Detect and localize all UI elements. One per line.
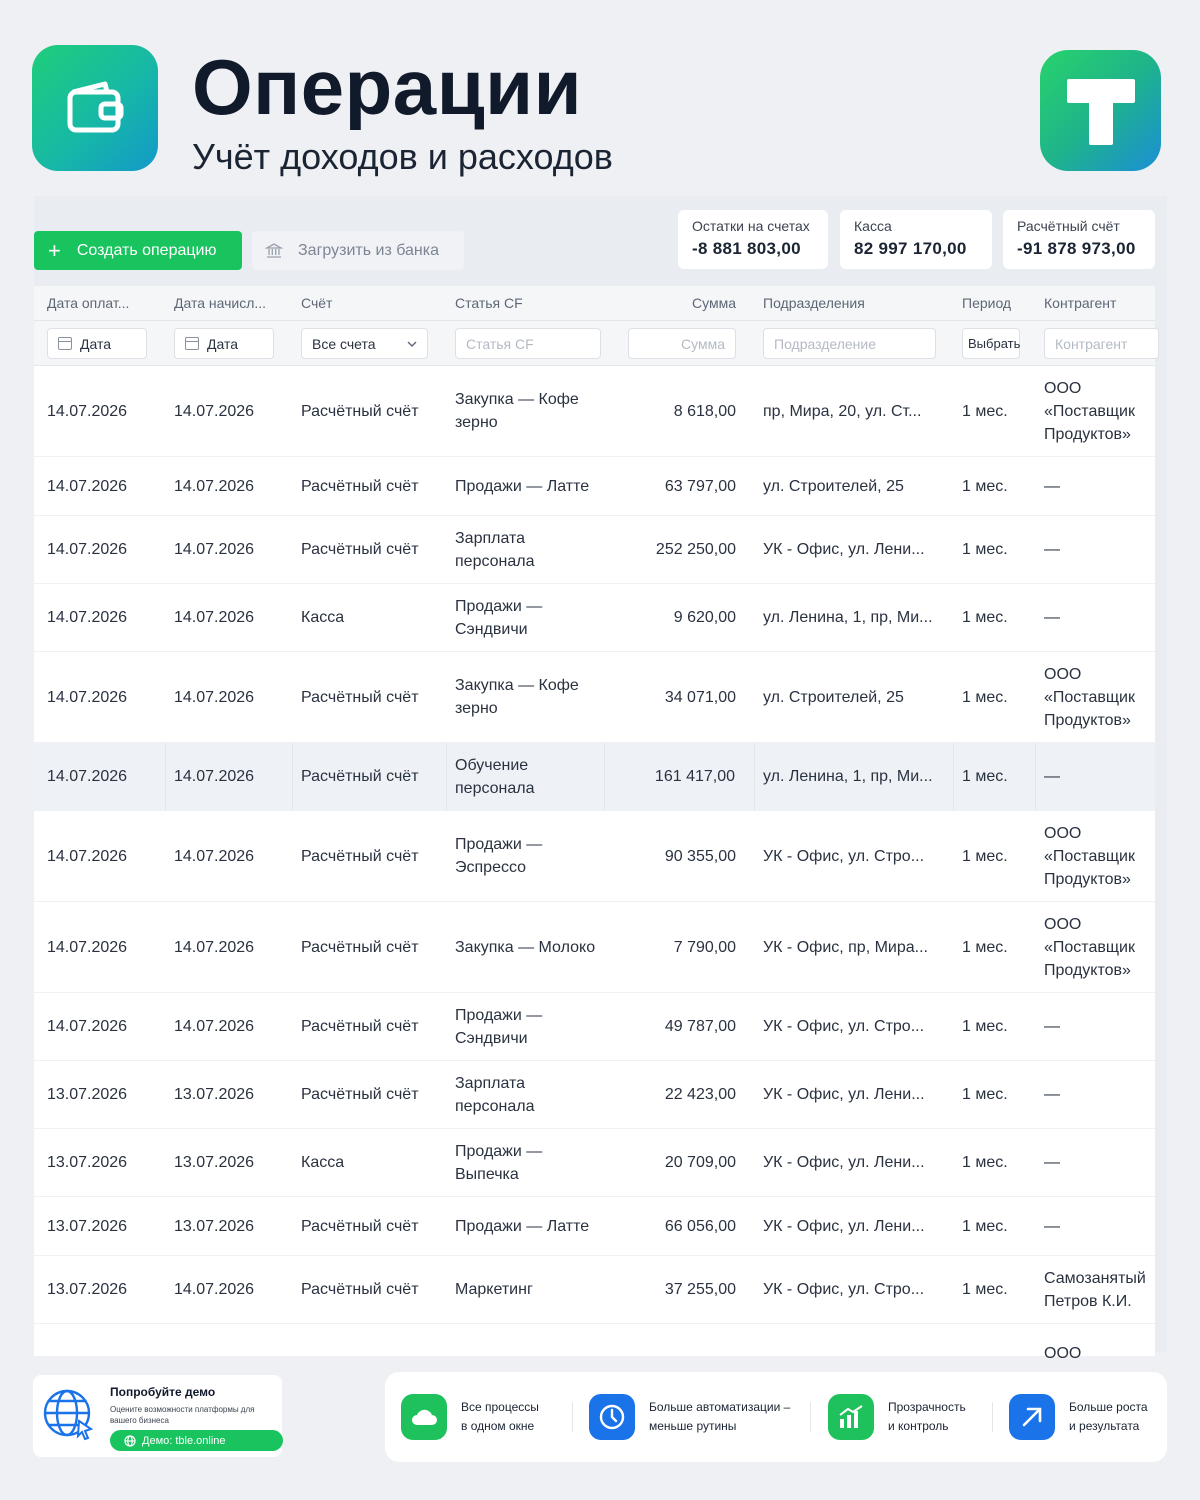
cell-counterparty: — bbox=[1044, 1217, 1060, 1235]
cell-division: пр, Мира, 20, ул. Ст... bbox=[763, 402, 922, 420]
feature-divider bbox=[992, 1402, 993, 1432]
feature-line: и контроль bbox=[888, 1418, 949, 1433]
cell-article: Продажи — Латте bbox=[455, 1217, 590, 1235]
cell-amount: 7 790,00 bbox=[673, 938, 736, 956]
cell-amount: 34 071,00 bbox=[664, 688, 736, 706]
cell-division: УК - Офис, ул. Стро... bbox=[763, 847, 925, 865]
cell-period: 1 мес. bbox=[962, 609, 1008, 626]
cell-article: Маркетинг bbox=[455, 1281, 533, 1298]
feature-line: Все процессы bbox=[461, 1399, 539, 1414]
cell-period: 1 мес. bbox=[962, 1217, 1008, 1235]
cell-article: Зарплата персонала bbox=[455, 1074, 535, 1115]
cell-accrual-date: 14.07.2026 bbox=[174, 938, 255, 956]
brand-logo bbox=[1040, 50, 1161, 171]
cell-article: Закупка — Кофе зерно bbox=[455, 677, 579, 717]
cell-amount: 8 618,00 bbox=[673, 402, 736, 420]
cell-period: 1 мес. bbox=[962, 477, 1008, 495]
cell-pay-date: 14.07.2026 bbox=[47, 477, 128, 495]
growth-chart-icon bbox=[828, 1394, 874, 1440]
cell-counterparty: — bbox=[1044, 477, 1060, 495]
cell-article: Закупка — Молоко bbox=[455, 938, 596, 956]
table-row[interactable] bbox=[34, 366, 1155, 457]
brand-t-icon bbox=[1061, 71, 1141, 151]
cell-account: Расчётный счёт bbox=[301, 402, 419, 420]
cell-period: 1 мес. bbox=[962, 1281, 1008, 1298]
cell-division: УК - Офис, ул. Лени... bbox=[763, 541, 925, 558]
cell-account: Расчётный счёт bbox=[301, 847, 419, 865]
cell-period: 1 мес. bbox=[962, 541, 1008, 558]
demo-title: Попробуйте демо bbox=[110, 1385, 216, 1399]
cell-counterparty: ООО «Поставщик Продуктов» bbox=[1044, 824, 1135, 888]
cell-amount: 22 423,00 bbox=[664, 1086, 736, 1103]
features-bar bbox=[385, 1372, 1167, 1462]
feature-line: в одном окне bbox=[461, 1418, 535, 1433]
feature-transparency bbox=[828, 1393, 966, 1440]
filter-row bbox=[34, 321, 1155, 366]
cell-division: ул. Ленина, 1, пр, Ми... bbox=[763, 609, 933, 626]
cell-account: Расчётный счёт bbox=[301, 1018, 419, 1035]
amount-filter[interactable]: Сумма bbox=[628, 328, 736, 359]
cell-account: Касса bbox=[301, 609, 345, 626]
table-row[interactable] bbox=[34, 993, 1155, 1061]
cell-period: 1 мес. bbox=[948, 743, 1036, 810]
table-row[interactable] bbox=[34, 652, 1155, 743]
cell-amount: 66 056,00 bbox=[664, 1217, 736, 1235]
column-header-pay-date[interactable]: Дата оплат... bbox=[47, 295, 130, 311]
cell-pay-date: 13.07.2026 bbox=[47, 1217, 128, 1235]
column-header-period[interactable]: Период bbox=[962, 295, 1012, 311]
cell-article: Обучение персонала bbox=[441, 743, 605, 810]
feature-line: Прозрачность bbox=[888, 1399, 966, 1414]
chevron-down-icon bbox=[407, 341, 417, 347]
cell-article: Продажи — Выпечка bbox=[455, 1142, 543, 1183]
cell-pay-date: 13.07.2026 bbox=[47, 1154, 128, 1171]
table-header bbox=[34, 286, 1155, 321]
cell-account: Расчётный счёт bbox=[301, 1217, 419, 1235]
import-from-bank-label: Загрузить из банка bbox=[298, 241, 439, 259]
pay-date-filter-label: Дата bbox=[80, 335, 112, 352]
feature-divider bbox=[810, 1402, 811, 1432]
cell-counterparty: ООО «Поставщик Продуктов» bbox=[1044, 665, 1135, 729]
globe-icon bbox=[41, 1387, 97, 1443]
cell-accrual-date: 14.07.2026 bbox=[174, 477, 255, 495]
cell-counterparty: — bbox=[1044, 1018, 1060, 1035]
cell-account: Расчётный счёт bbox=[301, 1281, 419, 1298]
cell-amount: 49 787,00 bbox=[664, 1018, 736, 1035]
cell-accrual-date: 13.07.2026 bbox=[174, 1154, 255, 1171]
calendar-icon bbox=[58, 337, 72, 350]
feature-line: меньше рутины bbox=[649, 1418, 737, 1433]
article-filter[interactable]: Статья CF bbox=[455, 328, 601, 359]
balance-card-cash bbox=[840, 210, 992, 269]
cell-division: УК - Офис, ул. Стро... bbox=[763, 1018, 925, 1035]
cell-article: Продажи — Латте bbox=[455, 477, 590, 495]
cell-period: 1 мес. bbox=[962, 1154, 1008, 1171]
cell-division: ул. Ленина, 1, пр, Ми... bbox=[749, 743, 954, 810]
cell-counterparty: ООО bbox=[1044, 1345, 1082, 1362]
cell-pay-date: 14.07.2026 bbox=[47, 938, 128, 956]
cell-pay-date: 14.07.2026 bbox=[47, 1018, 128, 1035]
accrual-date-filter[interactable] bbox=[174, 328, 274, 359]
cell-amount: 90 355,00 bbox=[664, 847, 736, 865]
cell-division: УК - Офис, пр, Мира... bbox=[763, 938, 928, 956]
division-filter[interactable]: Подразделение bbox=[763, 328, 936, 359]
cell-accrual-date: 13.07.2026 bbox=[174, 1086, 255, 1103]
period-filter[interactable]: Выбрать bbox=[962, 328, 1020, 359]
feature-line: и результата bbox=[1069, 1418, 1140, 1433]
column-header-accrual-date[interactable]: Дата начисл... bbox=[174, 295, 267, 311]
column-header-amount[interactable]: Сумма bbox=[692, 295, 736, 311]
table-row[interactable] bbox=[34, 1129, 1155, 1197]
cell-amount: 37 255,00 bbox=[664, 1281, 736, 1298]
table-row[interactable] bbox=[34, 743, 1155, 811]
feature-line: Больше автоматизации – bbox=[649, 1399, 791, 1414]
account-select[interactable] bbox=[301, 328, 428, 359]
cell-accrual-date: 14.07.2026 bbox=[174, 688, 255, 706]
cell-counterparty: ООО «Поставщик Продуктов» bbox=[1044, 379, 1135, 443]
create-operation-label: Создать операцию bbox=[76, 241, 217, 259]
cell-pay-date: 14.07.2026 bbox=[47, 541, 128, 558]
cell-accrual-date: 14.07.2026 bbox=[174, 402, 255, 420]
cell-counterparty: — bbox=[1044, 1154, 1060, 1171]
table-row[interactable] bbox=[34, 584, 1155, 652]
clock-icon bbox=[589, 1394, 635, 1440]
bank-icon bbox=[266, 243, 282, 259]
cell-amount: 9 620,00 bbox=[673, 609, 736, 626]
plus-icon: + bbox=[48, 237, 61, 263]
globe-small-icon bbox=[124, 1435, 136, 1447]
cell-pay-date: 14.07.2026 bbox=[34, 743, 166, 810]
cell-article: Продажи — Сэндвичи bbox=[455, 597, 543, 638]
cell-pay-date: 14.07.2026 bbox=[47, 402, 128, 420]
column-header-division[interactable]: Подразделения bbox=[763, 295, 865, 311]
cell-counterparty: — bbox=[1044, 609, 1060, 626]
cell-accrual-date: 14.07.2026 bbox=[174, 541, 255, 558]
cell-pay-date: 14.07.2026 bbox=[47, 609, 128, 626]
cell-account: Расчётный счёт bbox=[301, 477, 419, 495]
cell-counterparty: — bbox=[1044, 541, 1060, 558]
table-row[interactable] bbox=[34, 902, 1155, 993]
cell-amount: 161 417,00 bbox=[599, 743, 755, 810]
cloud-icon bbox=[401, 1394, 447, 1440]
cell-article: Зарплата персонала bbox=[455, 529, 535, 570]
column-header-article[interactable]: Статья CF bbox=[455, 295, 523, 311]
cell-counterparty: Самозанятый Петров К.И. bbox=[1044, 1269, 1146, 1310]
cell-account: Расчётный счёт bbox=[301, 938, 419, 956]
balance-label: Расчётный счёт bbox=[1017, 218, 1120, 234]
app-icon bbox=[32, 45, 158, 171]
cell-pay-date: 13.07.2026 bbox=[47, 1281, 128, 1298]
table-row[interactable] bbox=[34, 1256, 1155, 1324]
page-subtitle: Учёт доходов и расходов bbox=[192, 136, 613, 177]
demo-card bbox=[33, 1375, 282, 1457]
cell-pay-date: 14.07.2026 bbox=[47, 847, 128, 865]
import-from-bank-button[interactable] bbox=[252, 231, 464, 270]
cell-pay-date: 13.07.2026 bbox=[47, 1086, 128, 1103]
feature-divider bbox=[572, 1402, 573, 1432]
cell-account: Расчётный счёт bbox=[301, 1086, 419, 1103]
cell-division: УК - Офис, ул. Лени... bbox=[763, 1086, 925, 1103]
balance-card-total bbox=[678, 210, 828, 269]
feature-line: Больше роста bbox=[1069, 1399, 1148, 1414]
cell-account: Расчётный счёт bbox=[287, 743, 447, 810]
cell-division: ул. Строителей, 25 bbox=[763, 688, 904, 706]
cell-accrual-date: 13.07.2026 bbox=[174, 1217, 255, 1235]
cell-period: 1 мес. bbox=[962, 847, 1008, 865]
column-header-account[interactable]: Счёт bbox=[301, 295, 333, 311]
cell-article: Продажи — Эспрессо bbox=[455, 836, 543, 876]
accrual-date-filter-label: Дата bbox=[207, 335, 239, 352]
feature-automation bbox=[589, 1393, 790, 1440]
cell-accrual-date: 14.07.2026 bbox=[174, 1281, 255, 1298]
arrow-up-right-icon bbox=[1009, 1394, 1055, 1440]
cell-article: Продажи — Сэндвичи bbox=[455, 1006, 543, 1047]
operations-panel bbox=[34, 196, 1167, 1362]
cell-division: УК - Офис, ул. Стро... bbox=[763, 1281, 925, 1298]
page-title: Операции bbox=[192, 43, 583, 131]
cell-period: 1 мес. bbox=[962, 1018, 1008, 1035]
balance-label: Касса bbox=[854, 218, 892, 234]
cell-amount: 63 797,00 bbox=[664, 477, 736, 495]
balance-value: -91 878 973,00 bbox=[1017, 239, 1136, 258]
demo-description: Оцените возможности платформы для вашего бизнеса bbox=[110, 1405, 255, 1425]
cell-counterparty: — bbox=[1044, 1086, 1060, 1103]
cell-counterparty: ООО «Поставщик Продуктов» bbox=[1044, 915, 1135, 979]
cell-division: ул. Строителей, 25 bbox=[763, 477, 904, 495]
cell-division: УК - Офис, ул. Лени... bbox=[763, 1154, 925, 1171]
pay-date-filter[interactable] bbox=[47, 328, 147, 359]
cell-account: Расчётный счёт bbox=[301, 541, 419, 558]
cell-pay-date: 14.07.2026 bbox=[47, 688, 128, 706]
cell-amount: 252 250,00 bbox=[655, 541, 736, 558]
table-row[interactable] bbox=[34, 1061, 1155, 1129]
cell-accrual-date: 14.07.2026 bbox=[160, 743, 293, 810]
cell-amount: 20 709,00 bbox=[664, 1154, 736, 1171]
calendar-icon bbox=[185, 337, 199, 350]
cell-article: Закупка — Кофе зерно bbox=[455, 391, 579, 431]
balance-value: -8 881 803,00 bbox=[692, 239, 801, 258]
cell-counterparty: — bbox=[1044, 768, 1060, 785]
cell-period: 1 мес. bbox=[962, 1086, 1008, 1103]
table-row[interactable] bbox=[34, 457, 1155, 516]
column-header-counterparty[interactable]: Контрагент bbox=[1044, 295, 1117, 311]
cell-period: 1 мес. bbox=[962, 938, 1008, 956]
cell-accrual-date: 14.07.2026 bbox=[174, 609, 255, 626]
cell-period: 1 мес. bbox=[962, 688, 1008, 706]
table-row[interactable] bbox=[34, 811, 1155, 902]
cell-division: УК - Офис, ул. Лени... bbox=[763, 1217, 925, 1235]
operations-table bbox=[34, 286, 1155, 1362]
table-row[interactable] bbox=[34, 1197, 1155, 1256]
feature-all-in-one bbox=[401, 1393, 539, 1440]
demo-link-label: Демо: tble.online bbox=[142, 1434, 226, 1447]
cell-accrual-date: 14.07.2026 bbox=[174, 1018, 255, 1035]
demo-link-button[interactable] bbox=[110, 1430, 283, 1451]
account-select-value: Все счета bbox=[312, 335, 376, 352]
cell-account: Расчётный счёт bbox=[301, 688, 419, 706]
cell-accrual-date: 14.07.2026 bbox=[174, 847, 255, 865]
counterparty-filter[interactable]: Контрагент bbox=[1044, 328, 1159, 359]
cell-account: Касса bbox=[301, 1154, 345, 1171]
balance-value: 82 997 170,00 bbox=[854, 239, 967, 258]
balance-label: Остатки на счетах bbox=[692, 218, 810, 234]
create-operation-button[interactable] bbox=[34, 231, 242, 270]
cell-period: 1 мес. bbox=[962, 402, 1008, 420]
feature-growth bbox=[1009, 1393, 1148, 1440]
table-row[interactable] bbox=[34, 516, 1155, 584]
wallet-icon bbox=[65, 80, 125, 136]
balance-card-account bbox=[1003, 210, 1155, 269]
